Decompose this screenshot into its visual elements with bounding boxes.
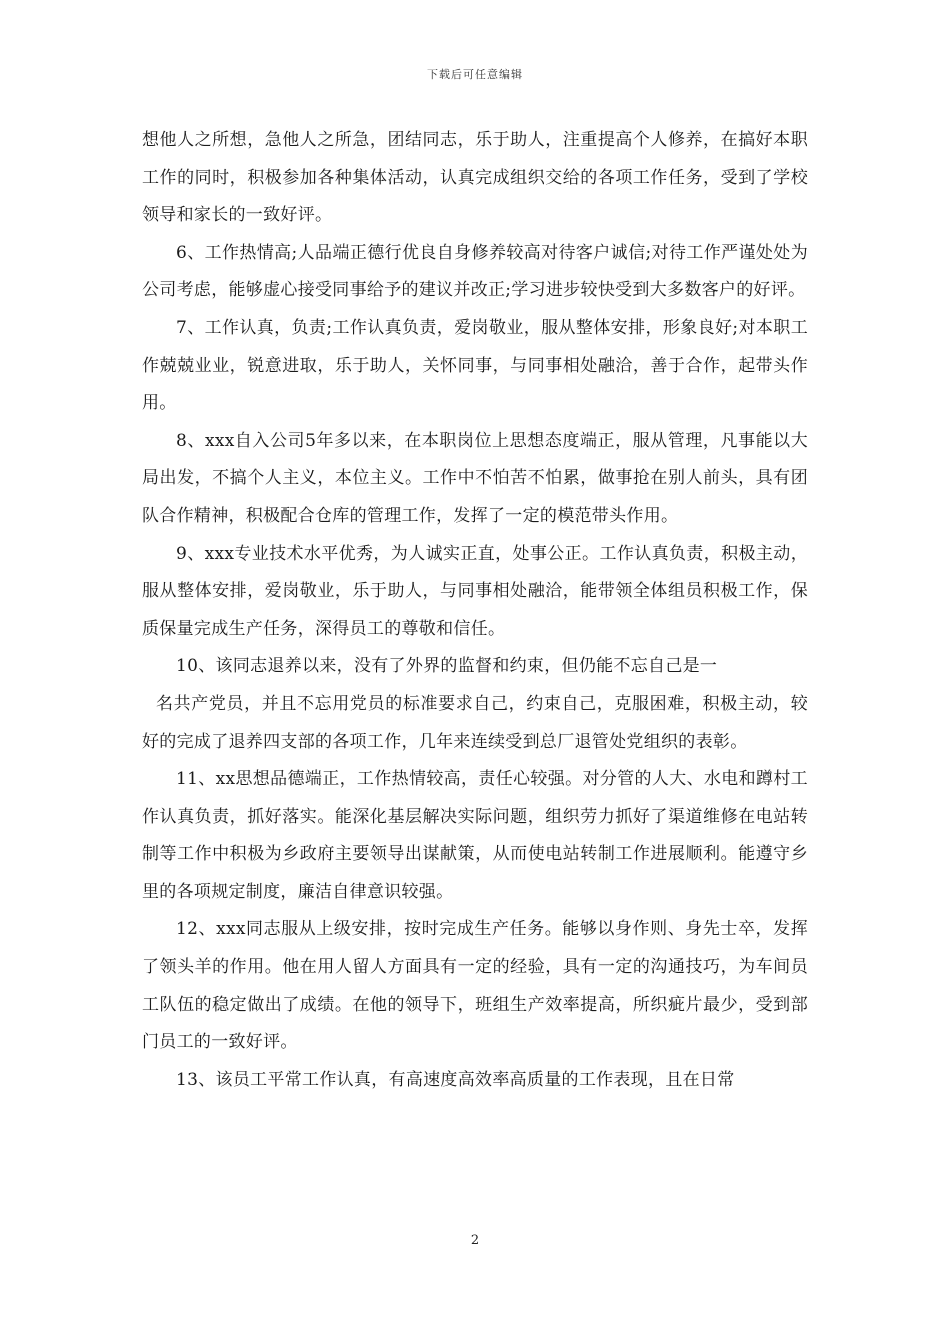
- paragraph-item-8: 8、xxx自入公司5年多以来，在本职岗位上思想态度端正，服从管理，凡事能以大局出发，不搞个人主义，本位主义。工作中不怕苦不怕累，做事抢在别人前头，具有团队合作精神，积极配合仓库的管理工作，发挥了一定的模范带头作用。: [142, 430, 808, 526]
- paragraph-continued: 想他人之所想，急他人之所急，团结同志，乐于助人，注重提高个人修养，在搞好本职工作的同时，积极参加各种集体活动，认真完成组织交给的各项工作任务，受到了学校领导和家长的一致好评。: [142, 130, 808, 226]
- paragraph-item-13: 13、该员工平常工作认真，有高速度高效率高质量的工作表现，且在日常: [176, 1069, 735, 1090]
- paragraph-item-6: 6、工作热情高;人品端正德行优良自身修养较高对待客户诚信;对待工作严谨处处为公司考虑，能够虚心接受同事给予的建议并改正;学习进步较快受到大多数客户的好评。: [142, 242, 808, 301]
- paragraph-item-9: 9、xxx专业技术水平优秀，为人诚实正直，处事公正。工作认真负责，积极主动，服从整体安排，爱岗敬业，乐于助人，与同事相处融洽，能带领全体组员积极工作，保质保量完成生产任务，深得员工的尊敬和信任。: [142, 543, 808, 639]
- document-body: [142, 122, 808, 1099]
- paragraph-item-7: 7、工作认真，负责;工作认真负责，爱岗敬业，服从整体安排，形象良好;对本职工作兢兢业业，锐意进取，乐于助人，关怀同事，与同事相处融洽，善于合作，起带头作用。: [142, 317, 808, 414]
- paragraph-item-10-continued: 名共产党员，并且不忘用党员的标准要求自己，约束自己，克服困难，积极主动，较好的完成了退养四支部的各项工作，几年来连续受到总厂退管处党组织的表彰。: [142, 693, 808, 752]
- paragraph-item-10: 10、该同志退养以来，没有了外界的监督和约束，但仍能不忘自己是一: [176, 656, 718, 677]
- paragraph-item-11: 11、xx思想品德端正，工作热情较高，责任心较强。对分管的人大、水电和蹲村工作认真负责，抓好落实。能深化基层解决实际问题，组织劳力抓好了渠道维修在电站转制等工作中积极为乡政府主要领导出谋献策，从而使电站转制工作进展顺利。能遵守乡里的各项规定制度，廉洁自律意识较强。: [142, 769, 808, 902]
- page-header: 下载后可任意编辑: [427, 68, 523, 81]
- paragraph-item-12: 12、xxx同志服从上级安排，按时完成生产任务。能够以身作则、身先士卒，发挥了领头羊的作用。他在用人留人方面具有一定的经验，具有一定的沟通技巧，为车间员工队伍的稳定做出了成绩。在他的领导下，班组生产效率提高，所织疵片最少，受到部门员工的一致好评。: [142, 919, 808, 1053]
- page-number: 2: [470, 1233, 480, 1248]
